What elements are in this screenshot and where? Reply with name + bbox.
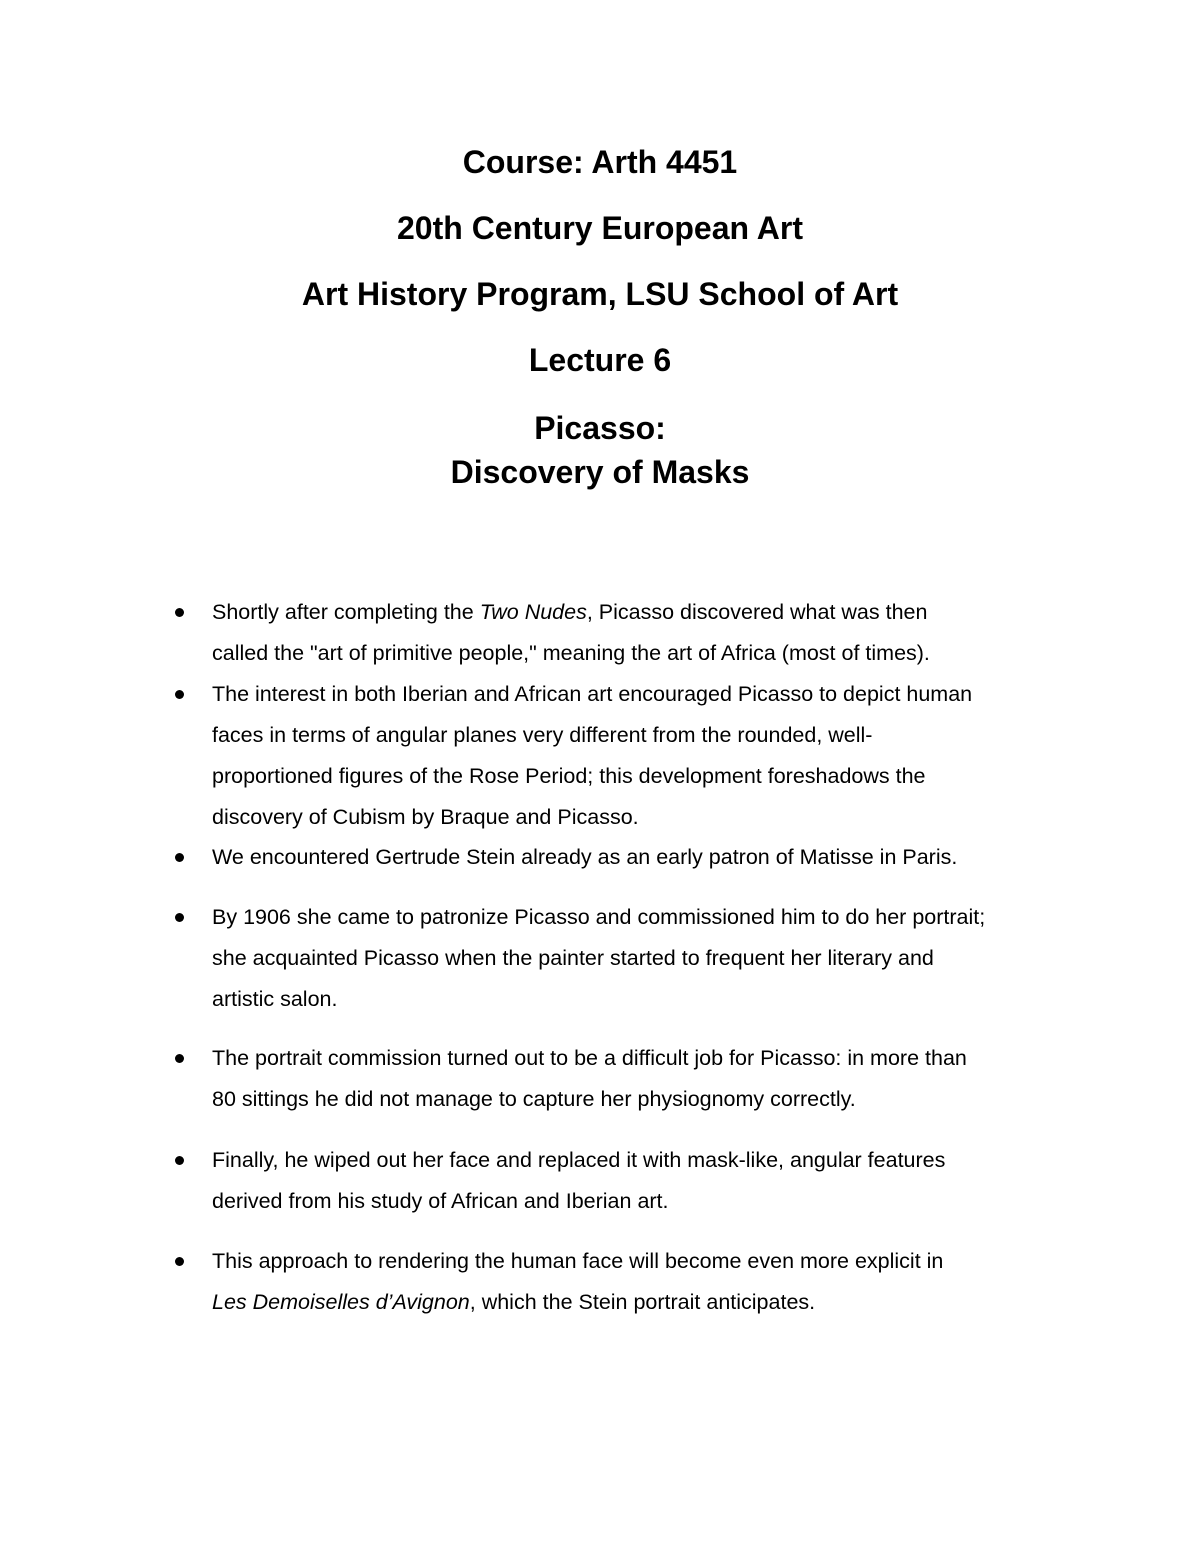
bullet-text-line: [212, 592, 1082, 633]
bullet-item: [212, 1038, 1082, 1120]
bullet-text-line: [212, 674, 1082, 715]
course-heading: Course: Arth 4451: [462, 144, 738, 180]
bullet-item: [212, 897, 1082, 1020]
bullet-text-line: [212, 1140, 1082, 1181]
italic-title: Les Demoiselles d’Avignon: [212, 1290, 470, 1314]
text-run: artistic salon.: [212, 987, 338, 1011]
text-run: she acquainted Picasso when the painter started to frequent her literary and: [212, 946, 934, 970]
bullet-item: [212, 674, 1082, 838]
text-run: We encountered Gertrude Stein already as an early patron of Matisse in Paris.: [212, 845, 958, 869]
bullet-text-line: [212, 938, 1082, 979]
text-run: , which the Stein portrait anticipates.: [469, 1290, 816, 1314]
bullet-dot-icon: [175, 1054, 184, 1063]
text-run: , Picasso discovered what was then: [586, 600, 928, 624]
program-heading: Art History Program, LSU School of Art: [301, 276, 899, 312]
topic-heading-line2: Discovery of Masks: [450, 454, 750, 490]
lecture-heading: Lecture 6: [528, 342, 672, 378]
bullet-text-line: [212, 1079, 1082, 1120]
bullet-dot-icon: [175, 1156, 184, 1165]
bullet-dot-icon: [175, 913, 184, 922]
bullet-text-line: [212, 1282, 1082, 1323]
bullet-dot-icon: [175, 690, 184, 699]
bullet-item: [212, 592, 1082, 674]
text-run: Finally, he wiped out her face and replaced it with mask-like, angular features: [212, 1148, 946, 1172]
text-run: This approach to rendering the human face will become even more explicit in: [212, 1249, 944, 1273]
bullet-text-line: [212, 633, 1082, 674]
text-run: called the "art of primitive people," meaning the art of Africa (most of times).: [212, 641, 930, 665]
bullet-text-line: [212, 1038, 1082, 1079]
text-run: derived from his study of African and Iberian art.: [212, 1189, 669, 1213]
bullet-text-line: [212, 897, 1082, 938]
text-run: faces in terms of angular planes very different from the rounded, well-: [212, 723, 873, 747]
text-run: proportioned figures of the Rose Period; this development foreshadows the: [212, 764, 926, 788]
bullet-text-line: [212, 797, 1082, 838]
bullet-text-line: [212, 979, 1082, 1020]
bullet-dot-icon: [175, 853, 184, 862]
topic-heading-line1: Picasso:: [534, 410, 666, 446]
text-run: By 1906 she came to patronize Picasso and commissioned him to do her portrait;: [212, 905, 986, 929]
bullet-text-line: [212, 756, 1082, 797]
text-run: Shortly after completing the: [212, 600, 480, 624]
text-run: discovery of Cubism by Braque and Picasso.: [212, 805, 639, 829]
bullet-text-line: [212, 1241, 1082, 1282]
bullet-item: [212, 1140, 1082, 1222]
text-run: The interest in both Iberian and African art encouraged Picasso to depict human: [212, 682, 973, 706]
course-title: 20th Century European Art: [397, 210, 803, 246]
bullet-item: [212, 1241, 1082, 1323]
text-run: The portrait commission turned out to be a difficult job for Picasso: in more than: [212, 1046, 967, 1070]
text-run: 80 sittings he did not manage to capture her physiognomy correctly.: [212, 1087, 856, 1111]
bullet-text-line: [212, 837, 1082, 878]
bullet-text-line: [212, 715, 1082, 756]
bullet-item: [212, 837, 1082, 878]
bullet-dot-icon: [175, 608, 184, 617]
bullet-dot-icon: [175, 1257, 184, 1266]
italic-title: Two Nudes: [479, 600, 587, 624]
bullet-text-line: [212, 1181, 1082, 1222]
